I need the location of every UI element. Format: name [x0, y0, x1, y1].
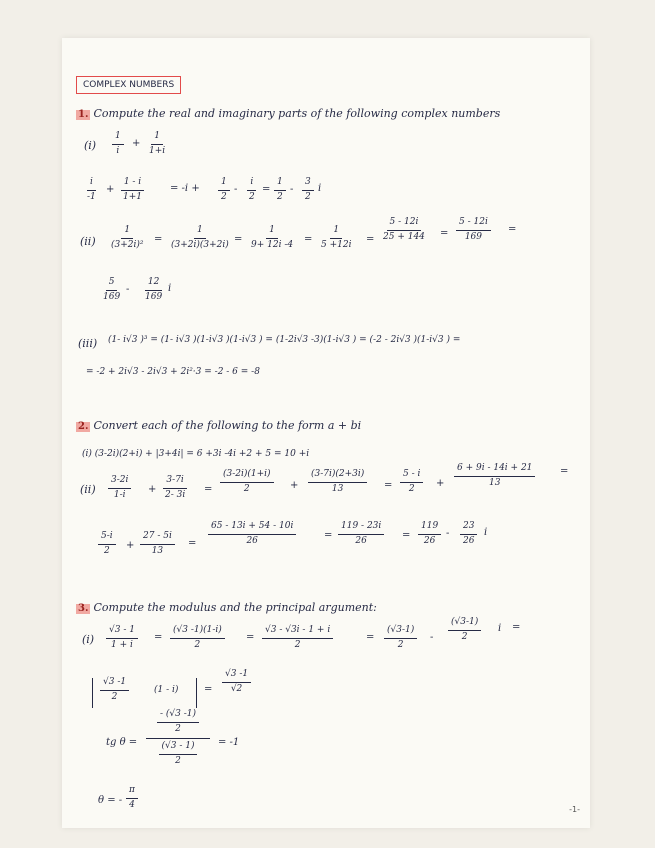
q1-i-label: (i) [84, 139, 97, 152]
question-2-number: 2. [78, 421, 89, 432]
equals-sign: = [304, 234, 313, 245]
minus-sign: - [430, 632, 434, 643]
equals-sign: = [402, 530, 411, 541]
equals-sign: = [384, 480, 393, 491]
q1-i-step-fraction-1: $\frac{i}{-1}$ [87, 177, 96, 202]
plus-sign: + [106, 184, 115, 195]
page-number: -1- [569, 805, 580, 814]
plus-sign: + [126, 540, 135, 551]
fraction-line [146, 738, 210, 739]
q1-i-imaginary-part: $\frac{3}{2}$ [302, 178, 314, 203]
q3-theta-value: $\frac{\pi}{4}$ [126, 786, 138, 811]
q1-i-real-part: $\frac{1}{2}$ [274, 178, 286, 203]
q1-i-step-fraction-2: $\frac{1 - i}{1+1}$ [120, 178, 145, 203]
q1-i-step-fraction-4: $\frac{i}{2}$ [249, 177, 255, 202]
question-3-heading [76, 602, 377, 614]
equals-sign: = [512, 622, 521, 633]
q2-ii-imaginary-part: $\frac{23}{26}$ [460, 522, 477, 547]
equals-sign: = [440, 228, 449, 239]
q3-tangent-result: = -1 [218, 737, 240, 748]
q2-i-line: (i) (3-2i)(2+i) + |3+4i| = 6 +3i -4i +2 + 5 = 10 +i [82, 449, 310, 459]
q1-i-fraction-2: $\frac{1}{1+i}$ [149, 131, 166, 156]
q1-ii-fraction-2: $\frac{1}{(3+2i)(3+2i)}$ [171, 225, 229, 250]
imaginary-unit: i [168, 283, 172, 294]
imaginary-unit: i [318, 183, 322, 194]
q3-i-fraction-1: $\frac{√3 - 1}{1 + i}$ [106, 626, 138, 651]
q1-i-fraction-1: $\frac{1}{i}$ [112, 132, 124, 157]
plus-sign: + [290, 480, 299, 491]
q1-iii-line-2: = -2 + 2i√3 - 2i√3 + 2i²·3 = -2 - 6 = -8 [86, 367, 260, 377]
q3-i-real-part: $\frac{(√3-1)}{2}$ [384, 626, 417, 651]
equals-sign: = [188, 538, 197, 549]
q1-iii-label: (iii) [78, 337, 98, 350]
page-title: COMPLEX NUMBERS [76, 76, 181, 94]
q1-ii-imaginary-part: $\frac{12}{169}$ [145, 277, 163, 302]
question-3-number: 3. [78, 603, 89, 614]
q3-i-fraction-2: $\frac{(√3 -1)(1-i)}{2}$ [170, 626, 225, 651]
modulus-bar-left [92, 678, 93, 708]
equals-sign: = [366, 234, 375, 245]
q3-modulus-result: $\frac{√3 -1}{√2}$ [222, 670, 251, 695]
q1-ii-fraction-6: $\frac{5 - 12i}{169}$ [456, 218, 491, 243]
q3-modulus-fraction: $\frac{√3 -1}{2}$ [100, 678, 129, 703]
q1-ii-fraction-1: $\frac{1}{\text{(3+2i)²}}$ [111, 225, 144, 250]
q2-ii-fraction-5: $\frac{5 - i}{2}$ [400, 470, 423, 495]
q2-ii-real-part: $\frac{119}{26}$ [418, 522, 441, 547]
question-2-heading [76, 420, 361, 432]
question-1-heading [76, 108, 500, 120]
equals-sign: = [246, 632, 255, 643]
equals-sign: = [366, 632, 375, 643]
q3-tangent-numerator: $\frac{- (√3 -1)}{2}$ [157, 710, 199, 735]
minus-sign: - [446, 528, 450, 539]
q2-ii-step-fraction-3: $\frac{65 - 13i + 54 - 10i}{26}$ [208, 522, 296, 547]
plus-sign: + [148, 484, 157, 495]
q2-ii-step-fraction-2: $\frac{27 - 5i}{13}$ [140, 532, 175, 557]
minus-sign: - [126, 284, 130, 295]
equals-sign: = [234, 234, 243, 245]
q2-ii-fraction-3: $\frac{(3-2i)(1+i)}{2}$ [220, 470, 274, 495]
q1-ii-fraction-5: $\frac{5 - 12i}{25 + 144}$ [383, 217, 425, 242]
imaginary-unit: i [484, 527, 488, 538]
q2-ii-fraction-6: $\frac{6 + 9i - 14i + 21}{13}$ [454, 464, 535, 489]
modulus-bar-right [196, 678, 197, 708]
equals-sign: = [154, 234, 163, 245]
question-2-prompt: Convert each of the following to the form a + bi [93, 419, 362, 432]
q3-i-label: (i) [82, 633, 95, 646]
equals-sign: = [204, 684, 213, 695]
q3-tangent-compound-fraction [146, 710, 210, 767]
q1-i-step-text: = -i + [170, 183, 200, 194]
q3-i-imaginary-part: $\frac{(√3-1)}{2}$ [448, 618, 481, 643]
notebook-page [62, 38, 590, 828]
equals-sign: = [508, 224, 517, 235]
question-3-prompt: Compute the modulus and the principal argument: [93, 601, 377, 614]
question-1-prompt: Compute the real and imaginary parts of the following complex numbers [93, 107, 501, 120]
q2-ii-label: (ii) [80, 483, 96, 496]
equals-sign: = [324, 530, 333, 541]
q2-ii-fraction-2: $\frac{3-7i}{2- 3i}$ [165, 475, 186, 500]
q3-i-fraction-3: $\frac{√3 - √3i - 1 + i}{2}$ [262, 626, 333, 651]
imaginary-unit: i [498, 623, 502, 634]
question-1-number: 1. [78, 109, 89, 120]
q2-ii-step-fraction-1: $\frac{5-i}{2}$ [98, 532, 116, 557]
equals-sign: = [262, 184, 271, 195]
minus-sign: - [290, 184, 294, 195]
q2-ii-fraction-4: $\frac{(3-7i)(2+3i)}{13}$ [308, 470, 367, 495]
q1-ii-real-part: $\frac{5}{169}$ [103, 277, 121, 302]
q3-tangent-denominator: $\frac{(√3 - 1)}{2}$ [159, 742, 198, 767]
equals-sign: = [204, 484, 213, 495]
q3-theta-label: θ = - [98, 795, 123, 806]
q3-modulus-factor: (1 - i) [154, 685, 179, 695]
q2-ii-fraction-1: $\frac{3-2i}{1-i}$ [108, 476, 131, 501]
plus-sign: + [436, 478, 445, 489]
q3-tangent-label: tg θ = [106, 737, 138, 748]
q1-ii-label: (ii) [80, 235, 96, 248]
equals-sign: = [154, 632, 163, 643]
q1-ii-fraction-4: $\frac{1}{5 +12i}$ [321, 225, 352, 250]
q1-ii-fraction-3: $\frac{1}{9+ 12i -4}$ [251, 225, 294, 250]
q1-i-step-fraction-3: $\frac{1}{2}$ [218, 178, 230, 203]
plus-sign: + [132, 138, 141, 149]
q1-iii-line-1: (1- i√3 )³ = (1- i√3 )(1-i√3 )(1-i√3 ) = (1-2i√3 -3)(1-i√3 ) = (-2 - 2i√3 )(1-i√3 ) = [108, 335, 461, 345]
q2-ii-step-fraction-4: $\frac{119 - 23i}{26}$ [338, 522, 384, 547]
minus-sign: - [234, 184, 238, 195]
equals-sign: = [560, 466, 569, 477]
